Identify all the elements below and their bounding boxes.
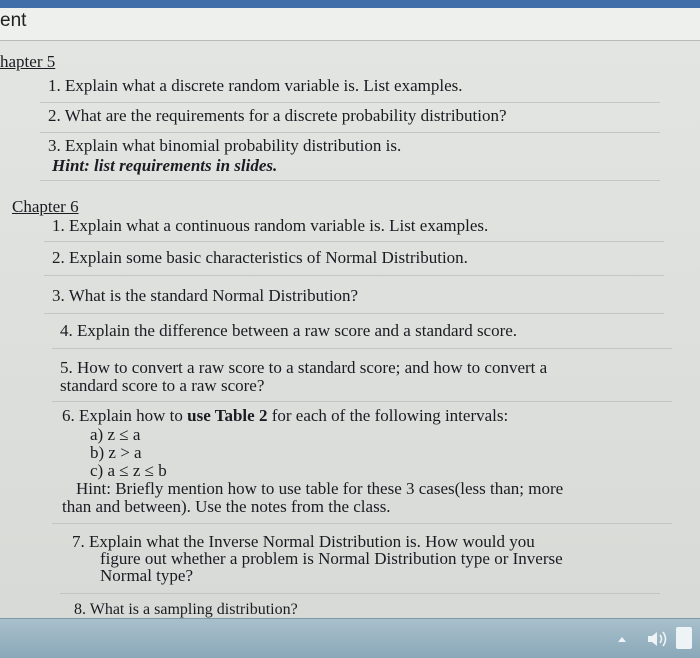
ch6-question-3: 3. What is the standard Normal Distribution?: [52, 286, 359, 305]
ch6-question-6-bold: use Table 2: [187, 406, 268, 425]
speaker-icon[interactable]: [646, 629, 670, 654]
separator: [44, 275, 664, 276]
ch6-question-6-hint-line-2: than and between). Use the notes from the class.: [62, 497, 391, 516]
ch6-question-5-line-2: standard score to a raw score?: [60, 376, 265, 395]
document-header: [0, 8, 700, 41]
separator: [40, 102, 660, 103]
header-title: ent: [0, 10, 27, 31]
window-top-bar: [0, 0, 700, 8]
system-gauge-icon[interactable]: [676, 627, 692, 649]
ch5-question-1: 1. Explain what a discrete random variable is. List examples.: [48, 76, 463, 95]
ch6-question-6-b: b) z > a: [90, 443, 142, 462]
ch6-question-7-line-2: figure out whether a problem is Normal Distribution type or Inverse: [100, 549, 563, 568]
ch6-question-4: 4. Explain the difference between a raw score and a standard score.: [60, 321, 518, 340]
separator: [60, 593, 660, 594]
separator: [44, 241, 664, 242]
ch6-question-6-a: a) z ≤ a: [90, 425, 141, 444]
separator: [52, 401, 672, 402]
ch6-question-5-line-1: 5. How to convert a raw score to a standard score; and how to convert a: [60, 358, 548, 377]
ch5-question-2: 2. What are the requirements for a discrete probability distribution?: [48, 106, 507, 125]
ch6-question-2: 2. Explain some basic characteristics of Normal Distribution.: [52, 248, 468, 267]
ch6-question-6-hint-line-1: Hint: Briefly mention how to use table for these 3 cases(less than; more: [76, 479, 564, 498]
document-page: [0, 41, 700, 618]
ch6-question-6: [62, 407, 508, 425]
taskbar: [0, 618, 700, 658]
ch6-question-6-c: c) a ≤ z ≤ b: [90, 461, 167, 480]
separator: [52, 523, 672, 524]
show-hidden-icons-arrow-icon[interactable]: [618, 637, 626, 642]
ch6-question-7-line-1: 7. Explain what the Inverse Normal Distribution is. How would you: [72, 532, 535, 551]
separator: [40, 132, 660, 133]
ch6-question-6-suffix: for each of the following intervals:: [267, 406, 509, 425]
chapter-5-heading: hapter 5: [0, 52, 56, 71]
ch6-question-6-prefix: 6. Explain how to: [62, 406, 188, 425]
ch6-question-1: 1. Explain what a continuous random variable is. List examples.: [52, 216, 489, 235]
separator: [52, 348, 672, 349]
separator: [40, 180, 660, 181]
ch6-question-7-line-3: Normal type?: [100, 566, 193, 585]
ch6-question-8: 8. What is a sampling distribution?: [74, 601, 298, 618]
ch5-question-3: 3. Explain what binomial probability distribution is.: [48, 136, 402, 155]
separator: [44, 313, 664, 314]
chapter-6-heading: Chapter 6: [12, 197, 79, 216]
ch5-hint: Hint: list requirements in slides.: [52, 156, 278, 175]
